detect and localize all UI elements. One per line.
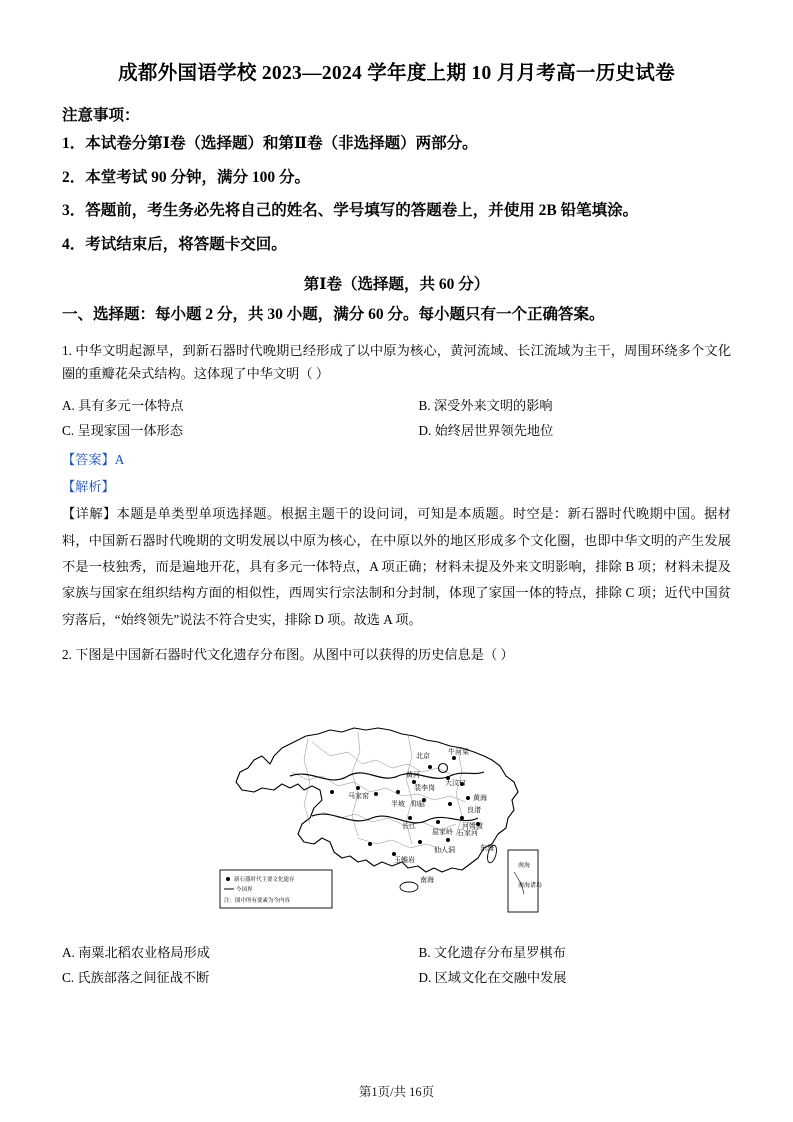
legend-site-dot: [226, 877, 230, 881]
question-1-option-a[interactable]: [62, 393, 397, 418]
label-xianrendong: 仙人洞: [433, 846, 455, 854]
label-majiayao: 马家窑: [347, 792, 369, 800]
label-qujialing: 屈家岭: [431, 828, 453, 836]
label-peiligang: 裴李岗: [413, 784, 435, 792]
question-1-text: 中华文明起源早，到新石器时代晚期已经形成了以中原为核心，黄河流域、长江流域为主干，周围环绕多个文化圈的重瓣花朵式结构。这体现了中华文明（ ）: [62, 342, 732, 381]
label-yangtze: 长江: [401, 822, 416, 830]
question-2-number: 2.: [62, 647, 72, 663]
question-2-option-b[interactable]: [397, 940, 732, 965]
label-yellow-sea: 黄海: [472, 794, 487, 802]
option-text: 呈现家国一体形态: [77, 422, 183, 438]
notice-heading: 注意事项：: [62, 107, 140, 125]
option-key: D.: [418, 422, 432, 438]
notice-item-2: 2．本堂考试 90 分钟，满分 100 分。: [62, 168, 311, 186]
option-text: 具有多元一体特点: [78, 397, 184, 413]
question-2: [62, 643, 731, 990]
neolithic-sites-map: [162, 672, 632, 934]
question-2-option-d[interactable]: [397, 965, 732, 990]
legend-site-label: 新石器时代主要文化遗存: [233, 876, 295, 883]
question-1: [62, 339, 731, 634]
notice-item-4: 4．考试结束后，将答题卡交回。: [62, 235, 287, 253]
option-text: 区域文化在交融中发展: [434, 969, 567, 985]
label-south-sea: 南海: [419, 876, 434, 884]
answer-label: 【答案】: [62, 451, 115, 467]
notice-item-1: 1．本试卷分第Ⅰ卷（选择题）和第Ⅱ卷（非选择题）两部分。: [62, 135, 478, 153]
label-liangzhu: 良渚: [466, 806, 481, 814]
question-2-stem: [62, 643, 731, 667]
option-text: 南粟北稻农业格局形成: [78, 944, 210, 960]
option-key: B.: [418, 397, 431, 413]
answer-value: A: [114, 451, 125, 467]
option-text: 深受外来文明的影响: [433, 397, 553, 413]
option-key: B.: [418, 944, 431, 960]
option-key: A.: [62, 944, 75, 960]
question-1-number: 1.: [62, 342, 72, 358]
inset-label-1: 南海: [517, 862, 530, 869]
question-1-answer: [62, 447, 731, 472]
page-title: 成都外国语学校 2023—2024 学年度上期 10 月月考高一历史试卷: [118, 63, 675, 84]
part-heading: 第Ⅰ卷（选择题，共 60 分）: [303, 276, 490, 294]
option-key: A.: [62, 397, 75, 413]
label-east-sea: 东海: [479, 844, 494, 852]
question-1-option-b[interactable]: [397, 393, 732, 418]
south-sea-inset-box: [508, 850, 538, 912]
question-2-text: 下图是中国新石器时代文化遗存分布图。从图中可以获得的历史信息是（ ）: [75, 647, 514, 663]
option-key: D.: [418, 969, 432, 985]
question-type-line: 一、选择题：每小题 2 分，共 30 小题，满分 60 分。每小题只有一个正确答案。: [62, 306, 605, 324]
question-1-analysis-label: 【解析】: [62, 479, 115, 495]
label-yellow-river: 黄河: [405, 771, 420, 779]
label-niuheliang: 牛河梁: [447, 748, 469, 756]
option-text: 氏族部落之间征战不断: [77, 969, 210, 985]
label-hemudu: 河姆渡: [461, 822, 483, 830]
map-svg: [162, 672, 632, 934]
label-beijing: 北京: [415, 752, 430, 760]
option-text: 文化遗存分布星罗棋布: [433, 944, 566, 960]
legend-boundary-label: 今国界: [235, 886, 253, 893]
question-2-option-a[interactable]: [62, 940, 397, 965]
question-1-detail: 【详解】本题是单类型单项选择题。根据主题干的设问词，可知是本质题。时空是：新石器时代晚期中国。据材料，中国新石器时代晚期的文明发展以中原为核心，在中原以外的地区形成多个文化圈，也即中华文明的产生发展不是一枝独秀，而是遍地开花，具有多元一体特点，A 项正确；材料未提及外来文明影响，排除 B 项；材料未提及家族与国家在组织结构方面的相似性，西周实行宗法制和分封制，体现了家国一体的特点，排除 C 项；近代中国贫穷落后，“始终领先”说法不符合史实，排除 D 项。故选 A 项。: [62, 506, 731, 627]
label-dawenkou: 大汶口: [444, 779, 466, 787]
legend-note: 注：图中所有要素为今内容: [223, 897, 290, 904]
question-2-options: [62, 940, 731, 990]
question-1-option-c[interactable]: [62, 418, 397, 443]
question-1-stem: [62, 339, 731, 385]
option-key: C.: [62, 422, 75, 438]
label-banpo: 半坡: [390, 800, 405, 808]
label-yuchanyan: 玉蟾岩: [393, 856, 415, 864]
question-2-figure: [62, 672, 731, 934]
question-1-options: [62, 393, 731, 443]
option-key: C.: [62, 969, 75, 985]
option-text: 始终居世界领先地位: [434, 422, 554, 438]
question-1-option-d[interactable]: [397, 418, 732, 443]
label-shijiahe: 石家河: [456, 829, 478, 837]
hainan-island: [400, 882, 418, 892]
page-footer: 第1页/共 16页: [358, 1085, 435, 1099]
inset-label-2: 南海诸岛: [517, 882, 542, 889]
question-2-option-c[interactable]: [62, 965, 397, 990]
label-yangshao: 仰韶: [410, 800, 425, 808]
notice-item-3: 3．答题前，考生务必先将自己的姓名、学号填写的答题卷上，并使用 2B 铅笔填涂。: [62, 202, 639, 220]
